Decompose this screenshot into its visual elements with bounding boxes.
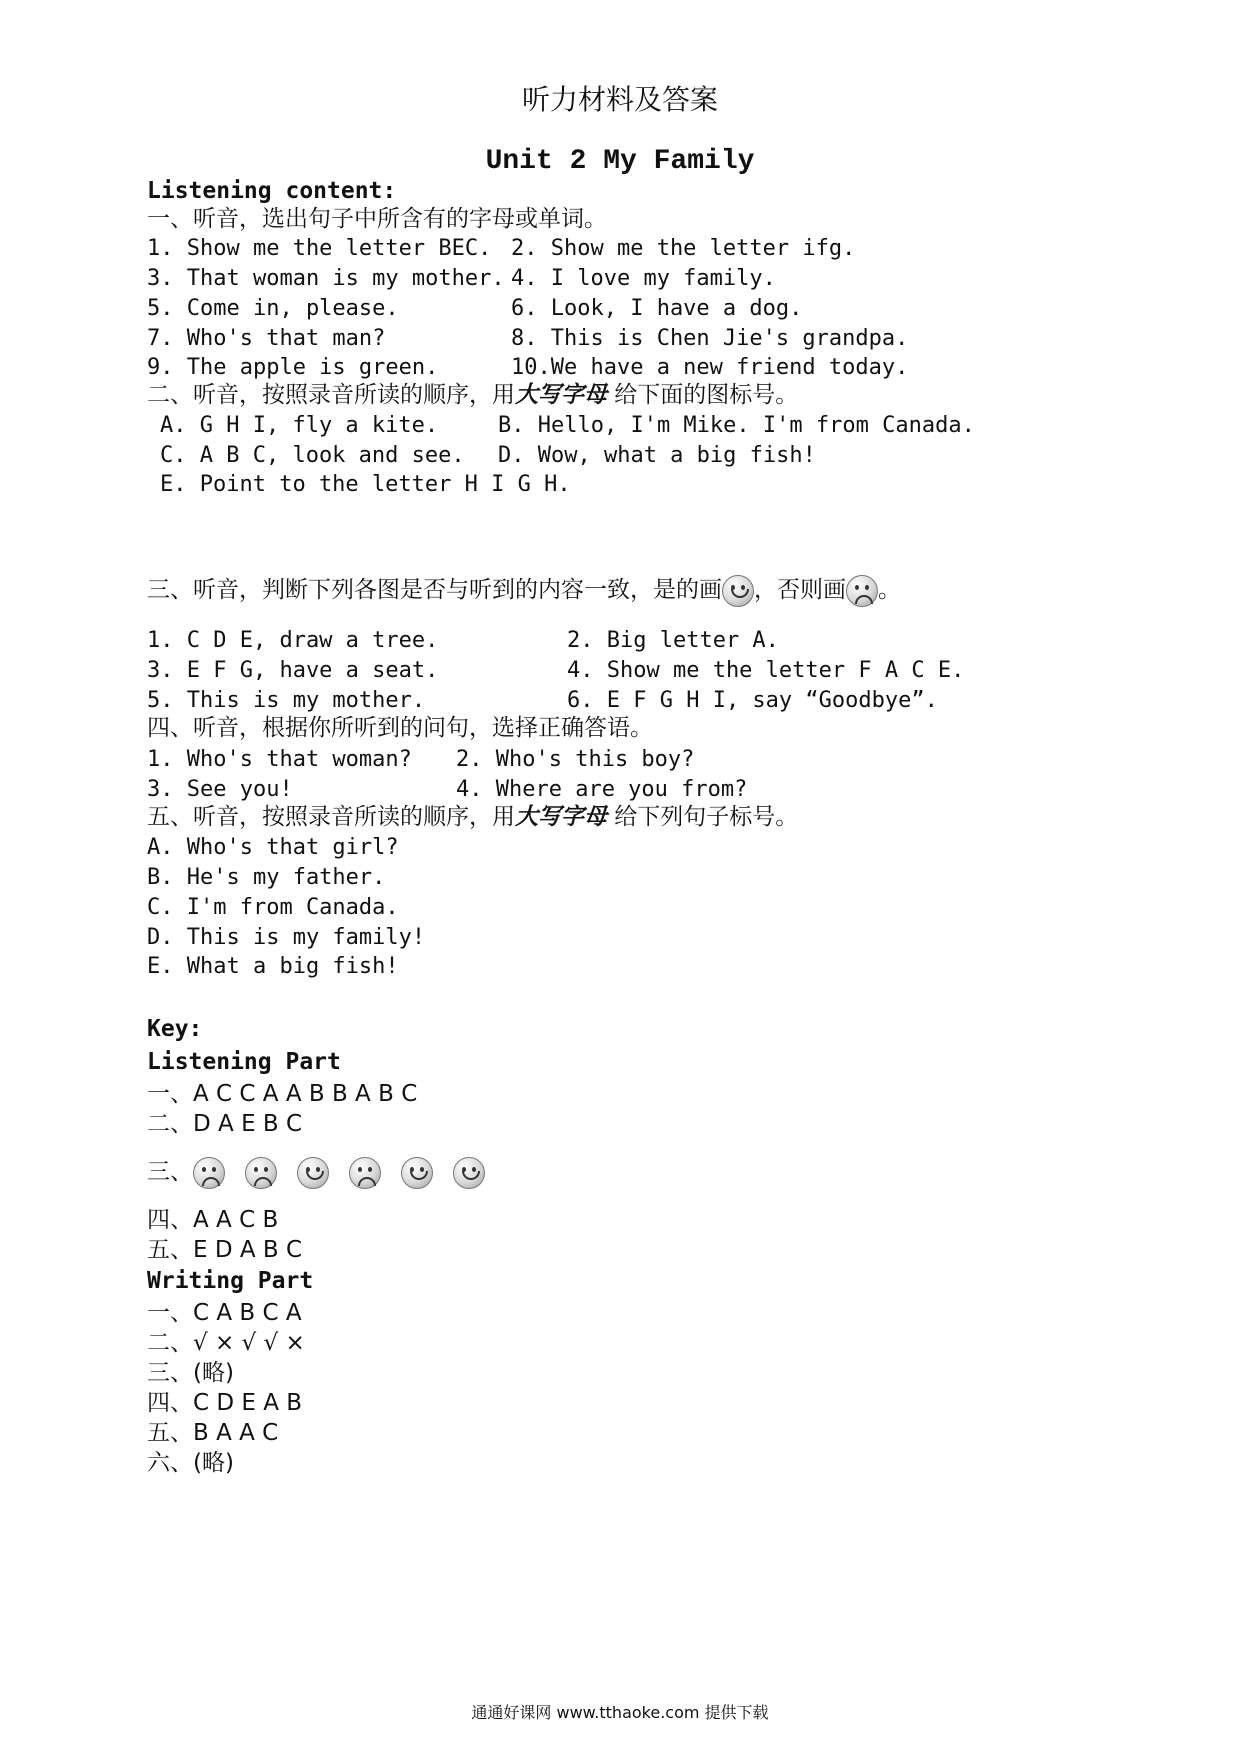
smiley-face-icon — [453, 1157, 485, 1189]
s1-item: 4. I love my family. — [511, 266, 776, 291]
listening-part-heading: Listening Part — [147, 1049, 341, 1075]
s3-item: 6. E F G H I, say “Goodbye”. — [567, 688, 938, 713]
s1-item: 9. The apple is green. — [147, 355, 439, 380]
key-answer-prefix: 三、 — [147, 1159, 193, 1185]
key-answer: 一、C A B C A — [147, 1300, 302, 1326]
listening-heading: Listening content: — [147, 178, 397, 204]
s1-heading: 一、听音，选出句子中所含有的字母或单词。 — [147, 206, 607, 232]
face-row — [193, 1159, 505, 1185]
s4-item: 1. Who's that woman? — [147, 747, 412, 772]
key-answer: 四、C D E A B — [147, 1390, 303, 1416]
s5-item: B. He's my father. — [147, 865, 386, 890]
s3-heading — [147, 573, 901, 607]
key-answer: 三、(略) — [147, 1360, 234, 1386]
s5-heading-em: 大写字母 — [515, 804, 607, 830]
sad-face-icon — [193, 1157, 225, 1189]
s2-item: B. Hello, I'm Mike. I'm from Canada. — [498, 413, 975, 438]
writing-part-heading: Writing Part — [147, 1268, 314, 1294]
s5-heading-pre: 五、听音，按照录音所读的顺序，用 — [147, 804, 515, 830]
key-answer: 五、B A A C — [147, 1420, 279, 1446]
key-answer: 五、E D A B C — [147, 1237, 303, 1263]
smiley-face-icon — [401, 1157, 433, 1189]
s4-heading: 四、听音，根据你所听到的问句，选择正确答语。 — [147, 715, 653, 741]
key-answer: 四、A A C B — [147, 1207, 279, 1233]
s4-item: 3. See you! — [147, 777, 293, 802]
page-title: 听力材料及答案 — [521, 83, 718, 116]
s3-item: 4. Show me the letter F A C E. — [567, 658, 965, 683]
s5-item: A. Who's that girl? — [147, 835, 399, 860]
s1-item: 7. Who's that man? — [147, 326, 386, 351]
s3-heading-mid: ，否则画 — [754, 577, 846, 603]
key-answer-faces — [147, 1154, 505, 1190]
unit-title: Unit 2 My Family — [485, 146, 755, 177]
key-heading: Key: — [147, 1016, 203, 1042]
s5-item: E. What a big fish! — [147, 954, 399, 979]
s3-item: 5. This is my mother. — [147, 688, 426, 713]
s2-item: C. A B C, look and see. — [160, 443, 465, 468]
s5-heading — [147, 802, 798, 832]
sad-face-icon — [846, 575, 878, 607]
key-answer: 六、(略) — [147, 1450, 234, 1476]
s3-heading-post: 。 — [878, 577, 901, 603]
s2-item: D. Wow, what a big fish! — [498, 443, 816, 468]
s5-heading-post: 给下列句子标号。 — [607, 804, 799, 830]
s4-item: 2. Who's this boy? — [456, 747, 695, 772]
sad-face-icon — [349, 1157, 381, 1189]
key-answer: 一、A C C A A B B A B C — [147, 1081, 418, 1107]
smiley-face-icon — [297, 1157, 329, 1189]
s2-heading-post: 给下面的图标号。 — [607, 382, 799, 408]
s3-heading-pre: 三、听音，判断下列各图是否与听到的内容一致，是的画 — [147, 577, 722, 603]
s1-item: 2. Show me the letter ifg. — [511, 236, 856, 261]
sad-face-icon — [245, 1157, 277, 1189]
key-answer: 二、D A E B C — [147, 1111, 303, 1137]
s2-heading — [147, 380, 798, 410]
s2-heading-pre: 二、听音，按照录音所读的顺序，用 — [147, 382, 515, 408]
s1-item: 6. Look, I have a dog. — [511, 296, 803, 321]
s3-item: 1. C D E, draw a tree. — [147, 628, 439, 653]
key-answer: 二、√ × √ √ × — [147, 1330, 305, 1356]
s1-item: 1. Show me the letter BEC. — [147, 236, 492, 261]
s5-item: C. I'm from Canada. — [147, 895, 399, 920]
footer: 通通好课网 www.tthaoke.com 提供下载 — [471, 1703, 769, 1722]
s3-item: 2. Big letter A. — [567, 628, 779, 653]
s1-item: 8. This is Chen Jie's grandpa. — [511, 326, 909, 351]
smiley-face-icon — [722, 575, 754, 607]
s4-item: 4. Where are you from? — [456, 777, 748, 802]
s3-item: 3. E F G, have a seat. — [147, 658, 439, 683]
s5-item: D. This is my family! — [147, 925, 426, 950]
s2-item: E. Point to the letter H I G H. — [160, 472, 571, 497]
s2-item: A. G H I, fly a kite. — [160, 413, 439, 438]
s1-item: 5. Come in, please. — [147, 296, 399, 321]
s1-item: 10.We have a new friend today. — [511, 355, 909, 380]
s2-heading-em: 大写字母 — [515, 382, 607, 408]
s1-item: 3. That woman is my mother. — [147, 266, 505, 291]
